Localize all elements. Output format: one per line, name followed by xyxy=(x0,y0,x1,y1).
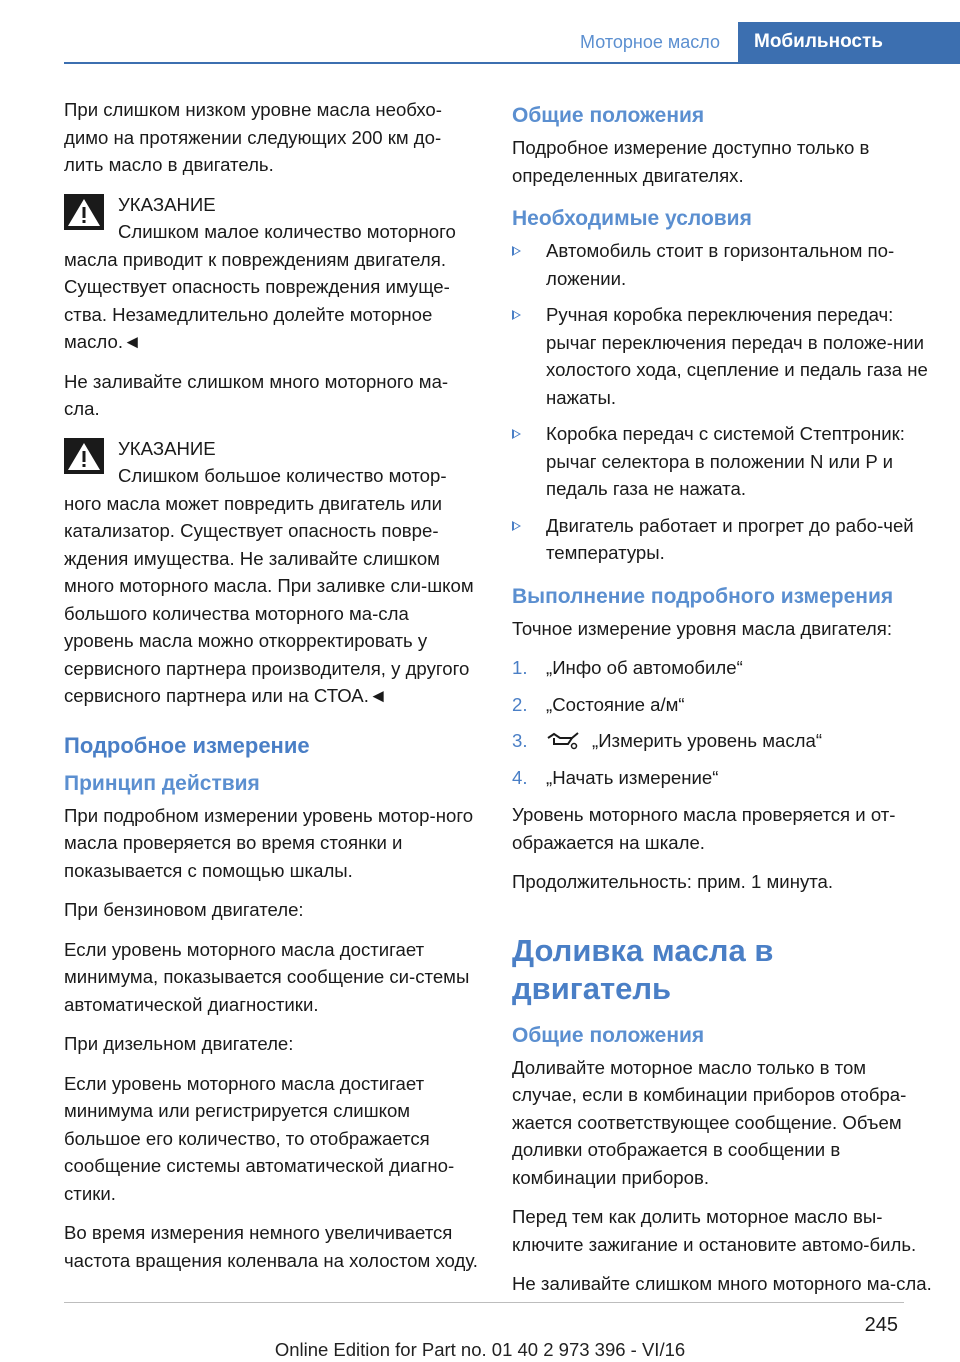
list-item: 2. „Состояние а/м“ xyxy=(512,693,685,715)
warning-triangle-icon xyxy=(64,194,104,230)
topup-paragraph-3: Не заливайте слишком много моторного ма-сла. xyxy=(512,1273,932,1294)
heading-procedure: Выполнение подробного измерения xyxy=(512,584,894,608)
bullet-triangle-icon xyxy=(512,521,521,531)
topup-paragraph-1: Доливайте моторное масло только в том случае, если в комбинации приборов отобра-жается соответствующее сообщение. Объем доливки отображается в сообщении в комбинации приборов. xyxy=(512,1056,907,1188)
warning-block-1 xyxy=(64,191,478,356)
diesel-paragraph: Если уровень моторного масла достигает минимума или регистрируется слишком большое его количество, то отображается сообщение системы автоматической диагно-стики. xyxy=(64,1072,455,1204)
list-item: Автомобиль стоит в горизонтальном по-ложении. xyxy=(512,237,932,292)
warning-body: Слишком малое количество моторного масла приводит к повреждениям двигателя. Существует опасность повреждения имуще-ства. Незамедлительно долейте моторное масло.◄ xyxy=(64,221,456,352)
bullet-triangle-icon xyxy=(512,429,521,439)
principle-paragraph: При подробном измерении уровень мотор-ного масла проверяется во время стоянки и показывается с помощью шкалы. xyxy=(64,804,474,881)
heading-topup: Доливка масла в двигатель xyxy=(512,932,774,1006)
list-item: Коробка передач с системой Стептроник: рычаг селектора в положении N или P и педаль газа не нажата. xyxy=(512,420,932,503)
section-tab: Моторное масло xyxy=(580,32,720,52)
warning-title: УКАЗАНИЕ xyxy=(118,193,216,215)
petrol-label: При бензиновом двигателе: xyxy=(64,899,304,920)
edition-line: Online Edition for Part no. 01 40 2 973 396 - VI/16 xyxy=(274,1339,686,1360)
list-item: Двигатель работает и прогрет до рабо-чей температуры. xyxy=(512,512,932,567)
list-item: 4. „Начать измерение“ xyxy=(512,766,719,788)
overfill-paragraph: Не заливайте слишком много моторного ма-сла. xyxy=(64,370,449,419)
list-item: Ручная коробка переключения передач: рычаг переключения передач в положе-нии холостого хода, сцепление и педаль газа не нажаты. xyxy=(512,301,932,411)
topup-paragraph-2: Перед тем как долить моторное масло вы-ключите зажигание и остановите автомо-биль. xyxy=(512,1206,917,1255)
warning-body: Слишком большое количество мотор-ного масла может повредить двигатель или катализатор. Существует опасность повре-ждения имущества. Не заливайте слишком много моторного масла. При заливке сли-шком большого количества моторного ма-сла уровень масла можно откорректировать у сервисного партнера производителя, у другого сервисного партнера или на СТОА.◄ xyxy=(64,465,474,706)
footer-divider xyxy=(64,1302,904,1303)
page-number: 245 xyxy=(864,1314,898,1336)
list-item: 1. „Инфо об автомобиле“ xyxy=(512,657,743,678)
bullet-triangle-icon xyxy=(512,310,521,320)
heading-general: Общие положения xyxy=(512,104,705,127)
warning-block-2 xyxy=(64,435,478,710)
right-column xyxy=(512,96,932,1310)
intro-paragraph: При слишком низком уровне масла необхо-димо на протяжении следующих 200 км до-лить масло в двигатель. xyxy=(64,99,442,175)
chapter-tab: Мобильность xyxy=(738,22,960,62)
procedure-intro: Точное измерение уровня масла двигателя: xyxy=(512,617,892,639)
heading-general-topup: Общие положения xyxy=(512,1023,705,1047)
bullet-triangle-icon xyxy=(512,246,521,256)
warning-title: УКАЗАНИЕ xyxy=(118,437,216,459)
result-paragraph: Уровень моторного масла проверяется и от-ображается на шкале. xyxy=(512,804,896,853)
idle-paragraph: Во время измерения немного увеличивается частота вращения коленвала на холостом ходу. xyxy=(64,1222,478,1271)
petrol-paragraph: Если уровень моторного масла достигает минимума, показывается сообщение си-стемы автоматической диагностики. xyxy=(64,938,470,1015)
warning-triangle-icon xyxy=(64,438,104,474)
general-paragraph: Подробное измерение доступно только в определенных двигателях. xyxy=(512,137,870,186)
heading-detailed-measurement: Подробное измерение xyxy=(64,732,310,758)
duration-paragraph: Продолжительность: прим. 1 минута. xyxy=(512,871,834,892)
heading-principle: Принцип действия xyxy=(64,771,260,795)
page-header xyxy=(64,22,960,64)
left-column xyxy=(64,96,478,1286)
list-item: 3. „Измерить уровень масла“ xyxy=(512,730,823,751)
conditions-list xyxy=(512,237,932,567)
heading-conditions: Необходимые условия xyxy=(512,207,752,230)
diesel-label: При дизельном двигателе: xyxy=(64,1033,294,1054)
procedure-steps xyxy=(512,654,932,791)
oil-gauge-icon xyxy=(546,730,580,750)
